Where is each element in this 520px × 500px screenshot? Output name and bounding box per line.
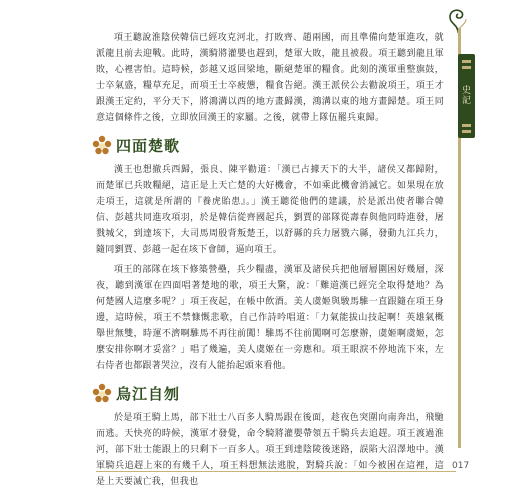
tab-notch xyxy=(462,66,471,69)
page-body xyxy=(96,30,444,494)
tab-notch xyxy=(462,124,471,127)
intro-paragraph: 項王聽說淮陰侯韓信已經攻克河北，打敗齊、趙兩國，而且準備向楚軍進攻，就派龍且前去迎戰。此時，漢騎將灌嬰也趕到，楚軍大敗，龍且被殺。項王聽到龍且軍敗，心裡害怕。這時候，彭越又返回梁地，斷絕楚軍的糧食。此刻的漢軍重整旗鼓，士卒氣盛，糧草充足，而項王士卒疲憊，糧食告絕。漢王派侯公去勸說項王，項王才跟漢王定約，平分天下，將鴻溝以西的地方畫歸漢，鴻溝以東的地方畫歸楚。項王同意這個條件之後，立即放回漢王的家屬。之後，就帶上隊伍罷兵東歸。 xyxy=(96,33,444,123)
section-title: 四面楚歌 xyxy=(116,136,181,155)
section-paragraph: 於是項王騎上馬，部下壯士八百多人騎馬跟在後面，趁夜色突圍向南奔出，飛馳而逃。天快亮的時候，漢軍才發覺，命令騎將灌嬰帶領五千騎兵去追趕。項王渡過淮河，部下壯士能跟上的只剩下一百多人。項王到達陰陵後迷路，誤陷大沼澤地中。漢軍騎兵追趕上來的有幾千人，項王料想無法逃脫，對騎兵說：「如今被困在這裡，這是上天要滅亡我，但我也 xyxy=(96,413,444,487)
section-title: 烏江自刎 xyxy=(116,384,181,403)
section-paragraph: 漢王也想撤兵西歸，張良、陳平勸道：「漢已占據天下的大半，諸侯又都歸附，而楚軍已兵敗糧絕，這正是上天亡楚的大好機會，不如乘此機會消滅它。如果現在放走項王，這就是所謂的『養虎貽患』。」漢王聽從他們的建議，於是派出使者聯合韓信、彭越共同進攻項羽，於是韓信從齊國起兵，劉賈的部隊從壽春與他同時進發，屠戮城父，到達垓下，大司馬周殷背叛楚王，以舒縣的兵力屠戮六縣，發動九江兵力，隨同劉賈、彭越一起在垓下會師，逼向項王。 xyxy=(96,165,444,255)
section-heading-wujiang xyxy=(92,383,444,403)
page-number: 017 xyxy=(452,461,470,471)
tab-notch xyxy=(462,130,471,133)
section-paragraph: 項王的部隊在垓下修築營壘，兵少糧盡，漢軍及諸侯兵把他層層圍困好幾層，深夜，聽到漢軍在四面唱著楚地的歌，項王大驚，說：「難道漢已經完全取得楚地？為何楚國人這麼多呢？」項王夜起，在帳中飲酒。美人虞姬與駿馬騅一直跟隨在項王身邊，這時候，項王不禁慷慨悲歌，自己作詩吟唱道：「力氣能拔山技起啊！英雄氣概舉世無雙，時運不濟啊騅馬不再往前闖！騅馬不往前闖啊可怎麼辦，虞姬啊虞姬，怎麼安排你啊才妥當？」唱了幾遍，美人虞姬在一旁應和。項王眼淚不停地流下來，左右侍者也都跟著哭泣，沒有人能抬起頭來看他。 xyxy=(96,265,444,371)
side-tab[interactable] xyxy=(458,54,475,138)
footer-rule xyxy=(96,471,456,472)
tab-notch xyxy=(462,60,471,63)
section-heading-siege xyxy=(92,135,444,155)
flower-ornament-icon xyxy=(92,135,112,155)
flower-ornament-icon xyxy=(92,383,112,403)
side-tab-label: 史記 xyxy=(461,86,471,106)
